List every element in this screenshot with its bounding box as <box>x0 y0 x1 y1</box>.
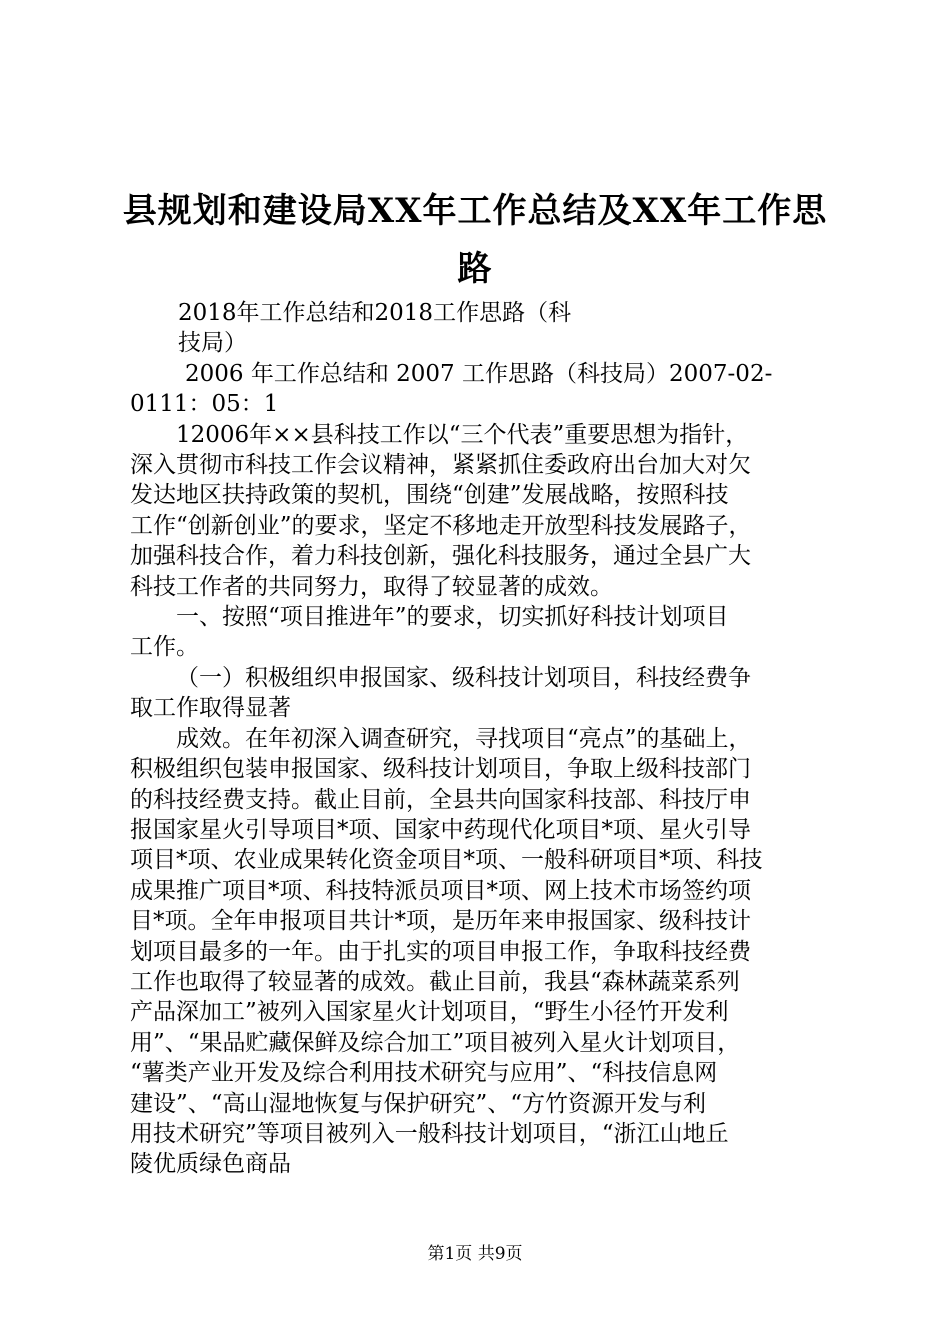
body-line: 工作也取得了较显著的成效。截止目前，我县“森林蔬菜系列 <box>130 968 740 995</box>
title-line-2: 路 <box>457 249 493 289</box>
body-line: 2018年工作总结和2018工作思路（科 <box>178 300 572 326</box>
body-line: 成效。在年初深入调查研究，寻找项目“亮点”的基础上， <box>176 725 752 752</box>
body-line: 12006年××县科技工作以“三个代表”重要思想为指针， <box>176 421 749 448</box>
body-line: 划项目最多的一年。由于扎实的项目申报工作，争取科技经费 <box>130 938 751 965</box>
body-line: 取工作取得显著 <box>130 695 291 722</box>
body-line: 积极组织包装申报国家、级科技计划项目，争取上级科技部门 <box>130 756 751 783</box>
body-line: 的科技经费支持。截止目前，全县共向国家科技部、科技厅申 <box>130 786 751 813</box>
body-line: 工作“创新创业”的要求，坚定不移地走开放型科技发展路子， <box>130 512 752 539</box>
body-line: 用技术研究”等项目被列入一般科技计划项目，“浙江山地丘 <box>130 1120 729 1147</box>
body-line: 目*项。全年申报项目共计*项，是历年来申报国家、级科技计 <box>130 908 751 935</box>
body-line: 加强科技合作，着力科技创新，强化科技服务，通过全县广大 <box>130 543 751 570</box>
body-line: 成果推广项目*项、科技特派员项目*项、网上技术市场签约项 <box>130 877 751 904</box>
body-line: 产品深加工”被列入国家星火计划项目，“野生小径竹开发利 <box>130 999 729 1026</box>
body-line: 一、按照“项目推进年”的要求，切实抓好科技计划项目 <box>176 604 729 631</box>
body-line: 科技工作者的共同努力，取得了较显著的成效。 <box>130 573 613 600</box>
body-line: “薯类产业开发及综合利用技术研究与应用”、“科技信息网 <box>130 1060 718 1087</box>
body-line: 0111：05：1 <box>130 391 279 418</box>
body-line: 陵优质绿色商品 <box>130 1151 291 1178</box>
document-title <box>110 182 840 298</box>
body-line: 技局） <box>178 330 247 357</box>
body-line: 2006 年工作总结和 2007 工作思路（科技局）2007-02- <box>185 360 773 387</box>
title-line-1: 县规划和建设局XX年工作总结及XX年工作思 <box>122 191 828 231</box>
page-footer: 第1页 共9页 <box>427 1244 523 1264</box>
body-line: 深入贯彻市科技工作会议精神，紧紧抓住委政府出台加大对欠 <box>130 452 751 479</box>
body-line: 建设”、“高山湿地恢复与保护研究”、“方竹资源开发与利 <box>130 1090 707 1117</box>
document-body <box>130 298 840 1180</box>
body-line: 用”、“果品贮藏保鲜及综合加工”项目被列入星火计划项目， <box>130 1029 741 1056</box>
body-line: 项目*项、农业成果转化资金项目*项、一般科研项目*项、科技 <box>130 847 763 874</box>
body-line: 工作。 <box>130 634 199 661</box>
body-line: 发达地区扶持政策的契机，围绕“创建”发展战略，按照科技 <box>130 482 729 509</box>
body-line: 报国家星火引导项目*项、国家中药现代化项目*项、星火引导 <box>130 816 751 843</box>
body-line: （一）积极组织申报国家、级科技计划项目，科技经费争 <box>176 664 751 691</box>
